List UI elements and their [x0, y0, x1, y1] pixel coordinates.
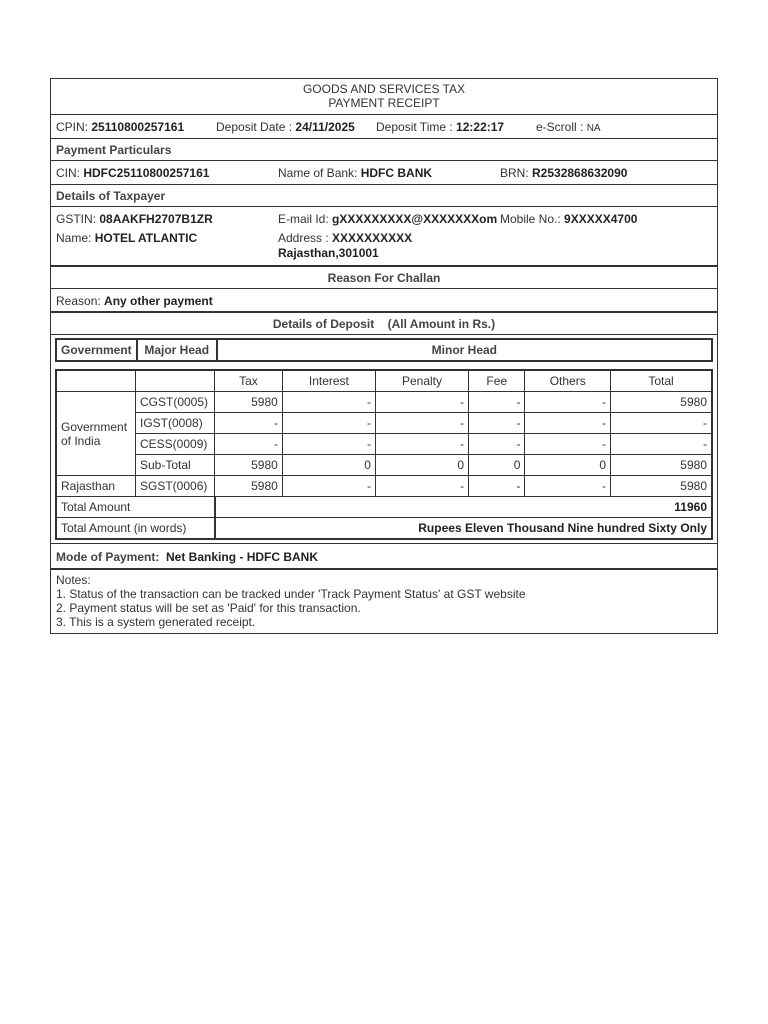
- deposit-date-label: Deposit Date :: [216, 120, 293, 134]
- mobile-label: Mobile No.:: [500, 212, 561, 226]
- total-amount-label: Total Amount: [56, 497, 215, 518]
- cin: [56, 161, 209, 185]
- cell: 5980: [611, 392, 713, 413]
- taxpayer-heading: Details of Taxpayer: [51, 185, 717, 207]
- cpin-value: 25110800257161: [91, 120, 185, 134]
- cell: -: [282, 413, 375, 434]
- cell: 5980: [611, 455, 713, 476]
- deposit-date: [216, 115, 355, 139]
- address-label: Address :: [278, 231, 329, 245]
- notes-heading: Notes:: [56, 573, 91, 587]
- deposit-section: [51, 335, 717, 544]
- column-header: Fee: [469, 370, 525, 392]
- column-header: Tax: [215, 370, 283, 392]
- cell: 0: [525, 455, 611, 476]
- table-row: [56, 392, 712, 413]
- table-row: [56, 476, 712, 497]
- deposit-heading-text: Details of Deposit: [272, 317, 375, 331]
- cell: -: [469, 413, 525, 434]
- cell: -: [282, 392, 375, 413]
- header-blank: [136, 370, 215, 392]
- row-head: CGST(0005): [136, 392, 215, 413]
- escroll-value: NA: [586, 123, 601, 134]
- email: [278, 211, 497, 227]
- head-minor: Minor Head: [217, 339, 712, 361]
- header-blank: [56, 370, 136, 392]
- total-words-row: [56, 518, 712, 540]
- mobile-value: 9XXXXX4700: [564, 212, 638, 226]
- note-item: 2. Payment status will be set as 'Paid' for this transaction.: [56, 601, 361, 615]
- head-major: Major Head: [137, 339, 217, 361]
- tax-table: [55, 369, 713, 540]
- address: [278, 230, 412, 246]
- reason-value: Any other payment: [104, 294, 213, 308]
- gstin-label: GSTIN:: [56, 212, 97, 226]
- escroll: [536, 115, 601, 141]
- cell: 5980: [215, 476, 283, 497]
- taxpayer-name: [56, 230, 197, 246]
- cell: -: [215, 434, 283, 455]
- head-government: Government: [56, 339, 137, 361]
- cell: -: [282, 476, 375, 497]
- head-table: [55, 338, 713, 362]
- note-item: 1. Status of the transaction can be tracked under 'Track Payment Status' at GST website: [56, 587, 526, 601]
- deposit-date-value: 24/11/2025: [295, 120, 355, 134]
- bank-name-value: HDFC BANK: [360, 166, 433, 180]
- payment-mode-label: Mode of Payment:: [56, 550, 160, 564]
- cell: 5980: [215, 455, 283, 476]
- cell: -: [611, 413, 713, 434]
- cpin-label: CPIN:: [56, 120, 89, 134]
- cin-value: HDFC25110800257161: [83, 166, 210, 180]
- cell: 0: [375, 455, 468, 476]
- payment-receipt: [50, 78, 718, 634]
- deposit-time: [376, 115, 504, 139]
- deposit-heading: [51, 313, 717, 335]
- brn-value: R2532868632090: [532, 166, 628, 180]
- summary-row: [51, 115, 717, 139]
- address-line2: Rajasthan,301001: [278, 246, 379, 260]
- reason-label: Reason:: [56, 294, 101, 308]
- bank-name-label: Name of Bank:: [278, 166, 358, 180]
- payment-mode-value: Net Banking - HDFC BANK: [166, 550, 319, 564]
- cell: -: [215, 413, 283, 434]
- cell: -: [525, 476, 611, 497]
- cell: -: [282, 434, 375, 455]
- notes: [51, 570, 717, 633]
- state-label: Rajasthan: [56, 476, 136, 497]
- receipt-header: [51, 79, 717, 115]
- gstin-value: 08AAKFH2707B1ZR: [99, 212, 213, 226]
- column-header: Others: [525, 370, 611, 392]
- cpin: [56, 115, 184, 139]
- column-header: Penalty: [375, 370, 468, 392]
- table-row: [56, 455, 712, 476]
- total-words-value: Rupees Eleven Thousand Nine hundred Sixty Only: [215, 518, 713, 540]
- cell: -: [469, 434, 525, 455]
- table-row: [56, 434, 712, 455]
- row-head: Sub-Total: [136, 455, 215, 476]
- cell: -: [375, 392, 468, 413]
- row-head: CESS(0009): [136, 434, 215, 455]
- cell: -: [525, 413, 611, 434]
- total-amount-value: 11960: [215, 497, 713, 518]
- row-head: SGST(0006): [136, 476, 215, 497]
- deposit-time-label: Deposit Time :: [376, 120, 453, 134]
- brn: [500, 161, 627, 185]
- gstin: [56, 211, 213, 227]
- column-header: Total: [611, 370, 713, 392]
- total-amount-row: [56, 497, 712, 518]
- government-of-india: Government of India: [56, 392, 136, 476]
- cell: -: [375, 476, 468, 497]
- total-words-label: Total Amount (in words): [56, 518, 215, 540]
- cell: -: [525, 392, 611, 413]
- cell: 0: [469, 455, 525, 476]
- deposit-time-value: 12:22:17: [456, 120, 505, 134]
- row-head: IGST(0008): [136, 413, 215, 434]
- tax-table-header: [56, 370, 712, 392]
- cell: 5980: [611, 476, 713, 497]
- cell: -: [469, 476, 525, 497]
- note-item: 3. This is a system generated receipt.: [56, 615, 256, 629]
- taxpayer-details: [51, 207, 717, 267]
- payment-mode: [51, 544, 717, 570]
- column-header: Interest: [282, 370, 375, 392]
- cin-label: CIN:: [56, 166, 80, 180]
- cell: 5980: [215, 392, 283, 413]
- mobile: [500, 211, 637, 227]
- receipt-title: GOODS AND SERVICES TAX: [302, 82, 466, 96]
- cell: -: [375, 413, 468, 434]
- bank-name: [278, 161, 432, 185]
- challan-heading: Reason For Challan: [51, 267, 717, 289]
- challan-reason: [51, 289, 717, 313]
- payment-particulars-heading: Payment Particulars: [51, 139, 717, 161]
- cell: -: [469, 392, 525, 413]
- brn-label: BRN:: [500, 166, 529, 180]
- email-value: gXXXXXXXXX@XXXXXXXom: [332, 212, 498, 226]
- escroll-label: e-Scroll :: [536, 120, 584, 134]
- taxpayer-name-value: HOTEL ATLANTIC: [94, 231, 198, 245]
- cell: 0: [282, 455, 375, 476]
- table-row: [56, 413, 712, 434]
- deposit-heading-note: (All Amount in Rs.): [387, 317, 496, 331]
- payment-particulars-row: [51, 161, 717, 185]
- cell: -: [611, 434, 713, 455]
- taxpayer-name-label: Name:: [56, 231, 92, 245]
- cell: -: [375, 434, 468, 455]
- email-label: E-mail Id:: [278, 212, 329, 226]
- receipt-subtitle: PAYMENT RECEIPT: [328, 96, 440, 110]
- address-value: XXXXXXXXXX: [332, 231, 413, 245]
- cell: -: [525, 434, 611, 455]
